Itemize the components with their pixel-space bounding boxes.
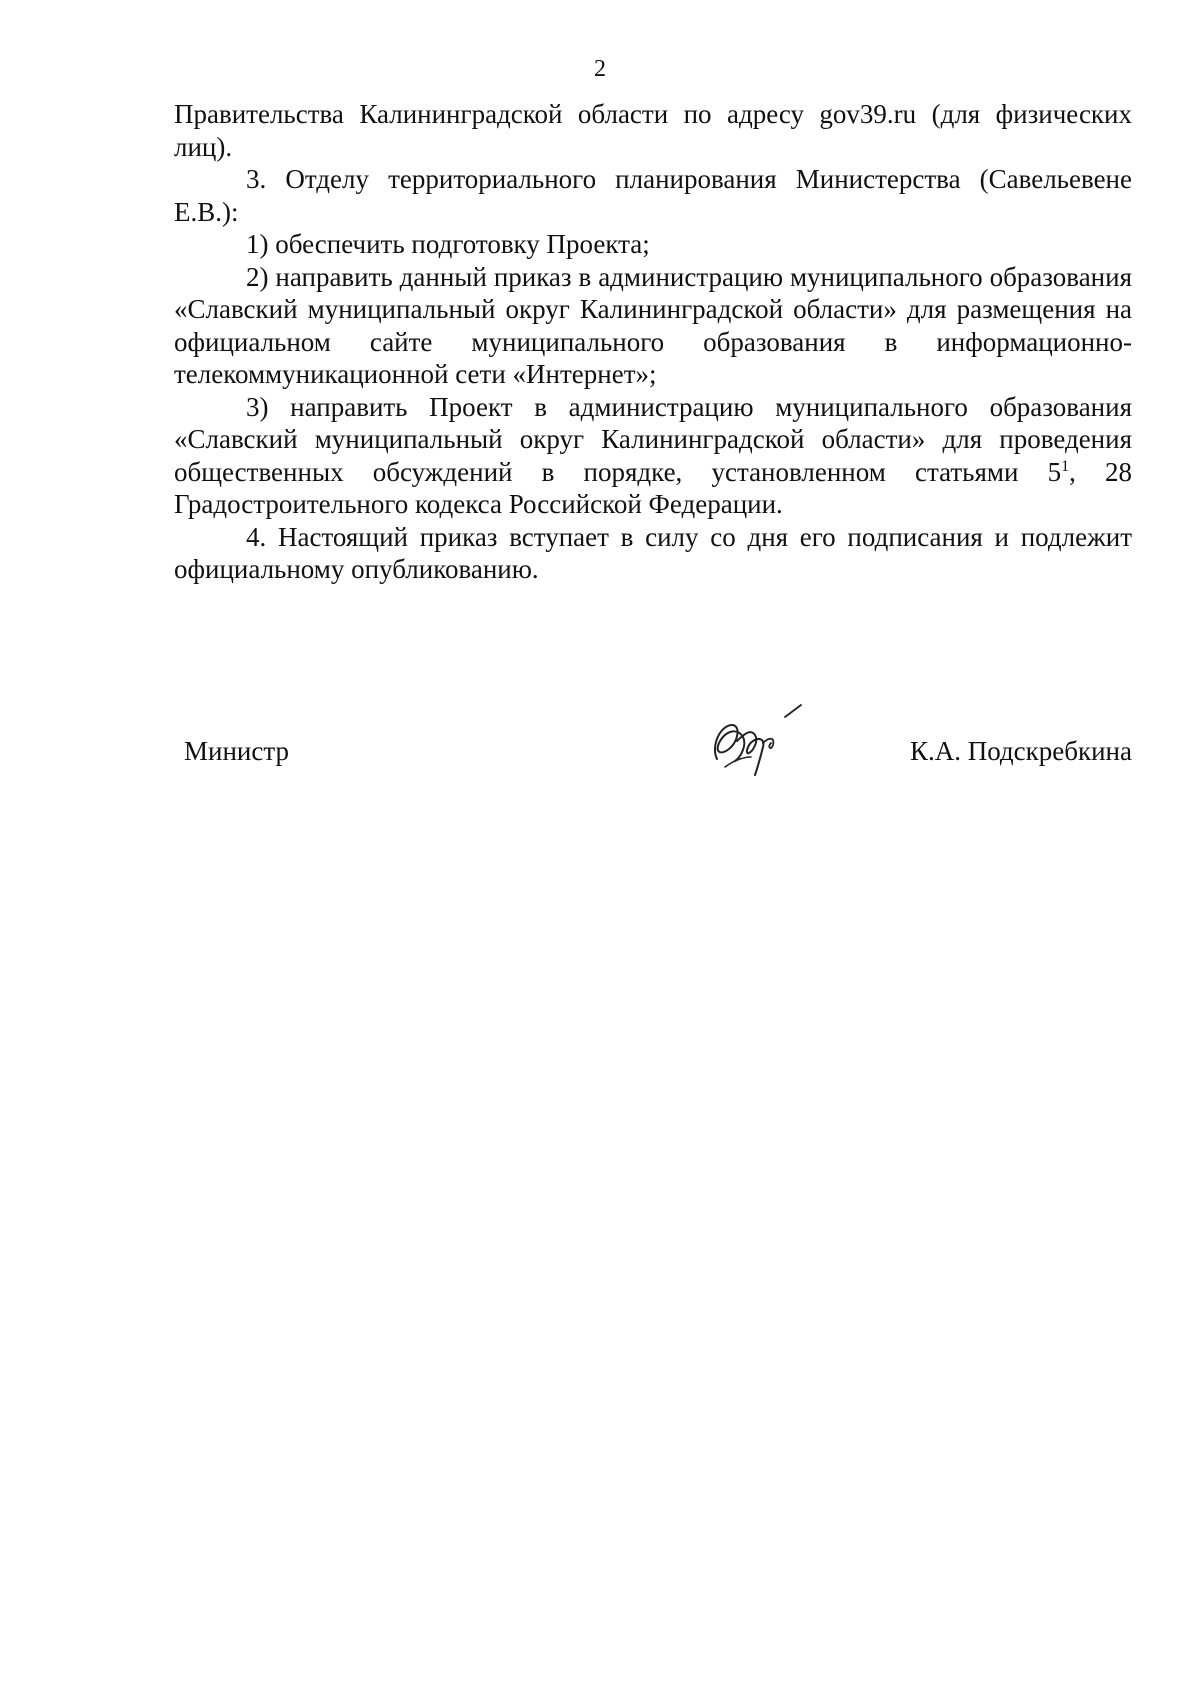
paragraph-subitem-2: 2) направить данный приказ в администрацию муниципального образования «Славский муниципальный округ Калининградской области» для размещения на официальном сайте муниципального образования в информационно-телекоммуникационной сети «Интернет»; <box>174 261 1132 389</box>
paragraph-item-3: 3. Отделу территориального планирования Министерства (Савельевене Е.В.): <box>174 164 1132 227</box>
document-body <box>174 98 1132 586</box>
subitem-3-text-start: 3) направить Проект в администрацию муниципального образования «Славский муниципальный округ Калининградской области» для проведения общественных обсуждений в порядке, установленном статьями 5 <box>174 391 1132 487</box>
signature-block <box>174 735 1132 775</box>
handwritten-signature <box>689 697 809 787</box>
page-number: 2 <box>594 56 606 82</box>
paragraph-website-address: Правительства Калининградской области по адресу gov39.ru (для физических лиц). <box>174 99 1132 162</box>
paragraph-subitem-3 <box>174 391 1132 521</box>
article-superscript: 1 <box>1061 457 1070 475</box>
subitem-3-text-end: , 28 Градостроительного кодекса Российской Федерации. <box>174 456 1132 519</box>
paragraph-item-4: 4. Настоящий приказ вступает в силу со дня его подписания и подлежит официальному опубликованию. <box>174 521 1132 584</box>
signer-name: К.А. Подскребкина <box>909 736 1132 766</box>
paragraph-subitem-1: 1) обеспечить подготовку Проекта; <box>246 229 650 259</box>
signature-scribble <box>689 697 809 787</box>
signer-position: Министр <box>184 736 289 766</box>
